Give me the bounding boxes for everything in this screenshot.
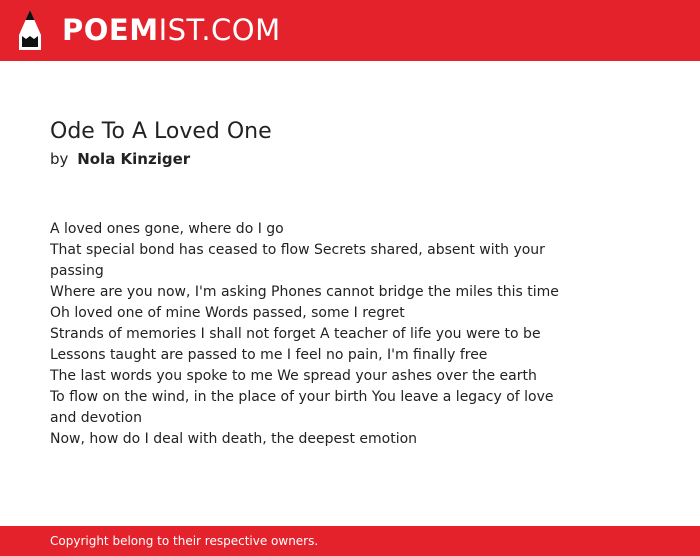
poem-body	[50, 219, 570, 450]
poem-line: Lessons taught are passed to me I feel no pain, I'm finally free	[50, 347, 488, 363]
author-link[interactable]: Nola Kinziger	[77, 150, 191, 168]
poem-line: The last words you spoke to me We spread your ashes over the earth	[50, 368, 537, 384]
poem-line: That special bond has ceased to flow Secrets shared, absent with your passing	[50, 242, 545, 279]
site-header	[0, 0, 700, 61]
site-footer	[0, 526, 700, 556]
site-logo-link[interactable]	[18, 9, 281, 51]
poem-line: Now, how do I deal with death, the deepest emotion	[50, 431, 418, 447]
site-logo-text	[62, 9, 281, 51]
copyright-text: Copyright belong to their respective owners.	[50, 534, 319, 548]
poem-line: Oh loved one of mine Words passed, some I regret	[50, 305, 405, 321]
byline	[50, 148, 190, 170]
poem-line: Where are you now, I'm asking Phones cannot bridge the miles this time	[50, 284, 559, 300]
pencil-icon	[18, 9, 42, 51]
poem-line: A loved ones gone, where do I go	[50, 221, 284, 237]
logo-light-text: IST.COM	[158, 13, 281, 47]
poem-line: To flow on the wind, in the place of your birth You leave a legacy of love and devotion	[50, 389, 554, 426]
by-label: by	[50, 150, 69, 168]
poem-title: Ode To A Loved One	[50, 119, 272, 144]
logo-strong-text: POEM	[62, 13, 159, 47]
poem-line: Strands of memories I shall not forget A teacher of life you were to be	[50, 326, 541, 342]
